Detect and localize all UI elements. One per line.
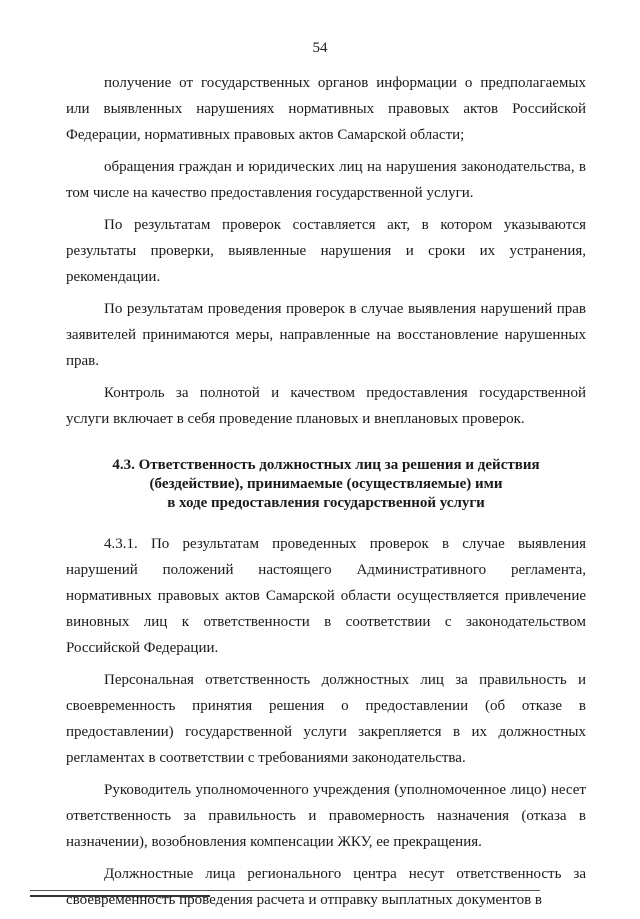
footer-divider xyxy=(30,890,540,891)
paragraph: Персональная ответственность должностных лиц за правильность и своевременность принятия решения о предоставлении (об отказе в предоставлении) государственной услуги закрепляется в их должностных регламентах в соответствии с требованиями законодательства. xyxy=(66,672,586,766)
paragraph: получение от государственных органов информации о предполагаемых или выявленных нарушениях нормативных правовых актов Российской Федерации, нормативных правовых актов Самарской области; xyxy=(66,75,586,143)
paragraph: По результатам проверок составляется акт, в котором указываются результаты проверки, выявленные нарушения и сроки их устранения, рекомендации. xyxy=(66,217,586,285)
section-heading-line: 4.3. Ответственность должностных лиц за решения и действия xyxy=(112,457,540,473)
paragraph: Контроль за полнотой и качеством предоставления государственной услуги включает в себя проведение плановых и внеплановых проверок. xyxy=(66,385,586,427)
section-heading-line: (бездействие), принимаемые (осуществляемые) ими xyxy=(149,476,503,492)
section-heading-line: в ходе предоставления государственной услуги xyxy=(167,495,485,511)
paragraph: По результатам проведения проверок в случае выявления нарушений прав заявителей принимаются меры, направленные на восстановление нарушенных прав. xyxy=(66,301,586,369)
section-heading xyxy=(66,456,586,513)
page-number: 54 xyxy=(312,40,328,56)
paragraph: Руководитель уполномоченного учреждения (уполномоченное лицо) несет ответственность за правильность и правомерность назначения (отказа в назначении), возобновления компенсации ЖКУ, ее прекращения. xyxy=(66,782,586,850)
document-body xyxy=(66,70,586,919)
paragraph: обращения граждан и юридических лиц на нарушения законодательства, в том числе на качество предоставления государственной услуги. xyxy=(66,159,586,201)
paragraph: Должностные лица регионального центра несут ответственность за своевременность проведения расчета и отправку выплатных документов в xyxy=(66,866,586,908)
paragraph: 4.3.1. По результатам проведенных проверок в случае выявления нарушений положений настоящего Административного регламента, нормативных правовых актов Самарской области осуществляется привлечение виновных лиц к ответственности в соответствии с законодательством Российской Федерации. xyxy=(66,536,586,656)
footer-divider-short xyxy=(30,895,210,897)
